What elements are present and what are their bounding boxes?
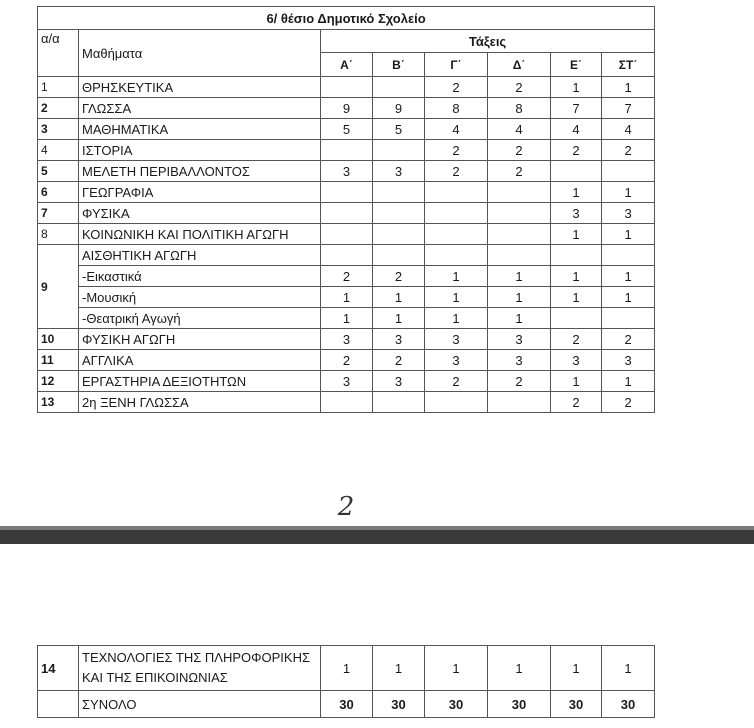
- row-subject: ΘΡΗΣΚΕΥΤΙΚΑ: [79, 77, 321, 98]
- table-row: [38, 161, 655, 182]
- hours-cell: [373, 224, 425, 245]
- hours-cell: 1: [551, 371, 602, 392]
- row-subject: ΕΡΓΑΣΤΗΡΙΑ ΔΕΞΙΟΤΗΤΩΝ: [79, 371, 321, 392]
- table-row: [38, 77, 655, 98]
- curriculum-table: [37, 6, 655, 413]
- hours-cell: 2: [602, 140, 655, 161]
- hours-cell: 8: [425, 98, 488, 119]
- hours-cell: 2: [551, 392, 602, 413]
- table-row: [38, 350, 655, 371]
- class-header: Γ΄: [425, 53, 488, 77]
- hours-cell: 1: [602, 266, 655, 287]
- row-subject: ΑΙΣΘΗΤΙΚΗ ΑΓΩΓΗ: [79, 245, 321, 266]
- hours-cell: 3: [373, 161, 425, 182]
- hours-cell: 3: [488, 329, 551, 350]
- row-subject: -Εικαστικά: [79, 266, 321, 287]
- hours-cell: 1: [551, 224, 602, 245]
- hours-cell: [602, 161, 655, 182]
- hours-cell: 4: [488, 119, 551, 140]
- table-row: [38, 182, 655, 203]
- row-number: 10: [38, 329, 79, 350]
- total-cell: 30: [373, 691, 425, 718]
- class-header: Α΄: [321, 53, 373, 77]
- hours-cell: [488, 182, 551, 203]
- classes-header: Τάξεις: [321, 30, 655, 53]
- hours-cell: [373, 245, 425, 266]
- hours-cell: [321, 224, 373, 245]
- table-row: [38, 119, 655, 140]
- hours-cell: [373, 182, 425, 203]
- row-number: 4: [38, 140, 79, 161]
- total-cell: 30: [602, 691, 655, 718]
- hours-cell: 1: [602, 224, 655, 245]
- hours-cell: [551, 245, 602, 266]
- hours-cell: 1: [425, 287, 488, 308]
- row-number: 13: [38, 392, 79, 413]
- hours-cell: 2: [551, 140, 602, 161]
- hours-cell: [602, 308, 655, 329]
- hours-cell: 8: [488, 98, 551, 119]
- hours-cell: [551, 308, 602, 329]
- table-row: [38, 266, 655, 287]
- hours-cell: 1: [551, 646, 602, 691]
- hours-cell: 2: [488, 140, 551, 161]
- hours-cell: 3: [488, 350, 551, 371]
- row-number: 11: [38, 350, 79, 371]
- curriculum-table-continued: [37, 645, 655, 718]
- hours-cell: [488, 245, 551, 266]
- hours-cell: [321, 77, 373, 98]
- table-row: [38, 329, 655, 350]
- total-label: ΣΥΝΟΛΟ: [79, 691, 321, 718]
- hours-cell: [425, 245, 488, 266]
- hours-cell: 4: [602, 119, 655, 140]
- row-subject: ΦΥΣΙΚΗ ΑΓΩΓΗ: [79, 329, 321, 350]
- hours-cell: [373, 392, 425, 413]
- row-subject: ΜΑΘΗΜΑΤΙΚΑ: [79, 119, 321, 140]
- hours-cell: 1: [425, 308, 488, 329]
- hours-cell: 2: [602, 329, 655, 350]
- hours-cell: 3: [425, 329, 488, 350]
- hours-cell: [321, 140, 373, 161]
- hours-cell: 2: [425, 161, 488, 182]
- hours-cell: 1: [602, 371, 655, 392]
- row-subject: ΚΟΙΝΩΝΙΚΗ ΚΑΙ ΠΟΛΙΤΙΚΗ ΑΓΩΓΗ: [79, 224, 321, 245]
- hours-cell: 1: [488, 287, 551, 308]
- hours-cell: 3: [551, 350, 602, 371]
- hours-cell: 1: [321, 287, 373, 308]
- hours-cell: [321, 392, 373, 413]
- class-header: Ε΄: [551, 53, 602, 77]
- total-cell: 30: [321, 691, 373, 718]
- table-row: [38, 371, 655, 392]
- hours-cell: 5: [373, 119, 425, 140]
- hours-cell: 3: [373, 371, 425, 392]
- hours-cell: 1: [551, 266, 602, 287]
- hours-cell: 2: [425, 140, 488, 161]
- hours-cell: 1: [602, 287, 655, 308]
- hours-cell: 1: [425, 266, 488, 287]
- table-row: [38, 245, 655, 266]
- table-row: [38, 140, 655, 161]
- hours-cell: 9: [321, 98, 373, 119]
- total-row: [38, 691, 655, 718]
- hours-cell: 4: [551, 119, 602, 140]
- hours-cell: 3: [373, 329, 425, 350]
- hours-cell: [425, 182, 488, 203]
- subject-header: Μαθήματα: [79, 30, 321, 77]
- class-header: ΣΤ΄: [602, 53, 655, 77]
- page-number: 2: [337, 492, 355, 522]
- hours-cell: [373, 77, 425, 98]
- total-cell: 30: [488, 691, 551, 718]
- hours-cell: [425, 203, 488, 224]
- row-subject: ΓΕΩΓΡΑΦΙΑ: [79, 182, 321, 203]
- hours-cell: 7: [602, 98, 655, 119]
- hours-cell: [488, 224, 551, 245]
- hours-cell: [488, 203, 551, 224]
- row-subject: ΜΕΛΕΤΗ ΠΕΡΙΒΑΛΛΟΝΤΟΣ: [79, 161, 321, 182]
- row-number: 2: [38, 98, 79, 119]
- hours-cell: 2: [488, 77, 551, 98]
- hours-cell: [321, 203, 373, 224]
- total-cell: 30: [425, 691, 488, 718]
- hours-cell: 1: [373, 646, 425, 691]
- page-divider: [0, 530, 754, 544]
- hours-cell: [602, 245, 655, 266]
- hours-cell: 3: [321, 161, 373, 182]
- row-number: 7: [38, 203, 79, 224]
- hours-cell: [551, 161, 602, 182]
- row-subject: -Μουσική: [79, 287, 321, 308]
- hours-cell: 3: [551, 203, 602, 224]
- row-number: 8: [38, 224, 79, 245]
- row-subject: ΦΥΣΙΚΑ: [79, 203, 321, 224]
- hours-cell: 2: [488, 161, 551, 182]
- table-row: [38, 646, 655, 691]
- row-number: 14: [38, 646, 79, 691]
- index-header: α/α: [38, 30, 79, 77]
- table-row: [38, 224, 655, 245]
- hours-cell: 1: [488, 308, 551, 329]
- row-number: 12: [38, 371, 79, 392]
- class-header: Δ΄: [488, 53, 551, 77]
- hours-cell: 1: [373, 308, 425, 329]
- hours-cell: [488, 392, 551, 413]
- hours-cell: 1: [551, 287, 602, 308]
- hours-cell: 2: [602, 392, 655, 413]
- hours-cell: 3: [602, 350, 655, 371]
- hours-cell: 3: [321, 329, 373, 350]
- hours-cell: 1: [551, 77, 602, 98]
- hours-cell: 1: [321, 646, 373, 691]
- hours-cell: 2: [321, 350, 373, 371]
- hours-cell: 1: [488, 646, 551, 691]
- table-row: [38, 392, 655, 413]
- table-row: [38, 203, 655, 224]
- hours-cell: 2: [425, 371, 488, 392]
- table-row: [38, 287, 655, 308]
- row-number: 9: [38, 245, 79, 329]
- hours-cell: 1: [321, 308, 373, 329]
- hours-cell: 2: [425, 77, 488, 98]
- row-subject: -Θεατρική Αγωγή: [79, 308, 321, 329]
- row-number: 1: [38, 77, 79, 98]
- row-subject: ΙΣΤΟΡΙΑ: [79, 140, 321, 161]
- hours-cell: 1: [602, 182, 655, 203]
- hours-cell: [373, 140, 425, 161]
- hours-cell: 1: [373, 287, 425, 308]
- hours-cell: [321, 245, 373, 266]
- row-subject: ΓΛΩΣΣΑ: [79, 98, 321, 119]
- hours-cell: [373, 203, 425, 224]
- hours-cell: 2: [373, 266, 425, 287]
- table-row: [38, 308, 655, 329]
- hours-cell: 3: [602, 203, 655, 224]
- row-subject: [79, 646, 321, 691]
- row-subject: ΑΓΓΛΙΚΑ: [79, 350, 321, 371]
- hours-cell: 1: [602, 646, 655, 691]
- row-number: 3: [38, 119, 79, 140]
- hours-cell: 3: [425, 350, 488, 371]
- hours-cell: [425, 224, 488, 245]
- table-row: [38, 98, 655, 119]
- hours-cell: 1: [488, 266, 551, 287]
- hours-cell: 5: [321, 119, 373, 140]
- table-title: 6/ θέσιο Δημοτικό Σχολείο: [38, 7, 655, 30]
- hours-cell: [321, 182, 373, 203]
- hours-cell: 2: [551, 329, 602, 350]
- hours-cell: 1: [602, 77, 655, 98]
- class-header: Β΄: [373, 53, 425, 77]
- total-cell: 30: [551, 691, 602, 718]
- row-subject-line: ΚΑΙ ΤΗΣ ΕΠΙΚΟΙΝΩΝΙΑΣ: [82, 670, 228, 685]
- hours-cell: [425, 392, 488, 413]
- hours-cell: 2: [488, 371, 551, 392]
- hours-cell: 2: [373, 350, 425, 371]
- row-number: [38, 691, 79, 718]
- hours-cell: 9: [373, 98, 425, 119]
- row-subject-line: ΤΕΧΝΟΛΟΓΙΕΣ ΤΗΣ ΠΛΗΡΟΦΟΡΙΚΗΣ: [82, 650, 311, 665]
- hours-cell: 4: [425, 119, 488, 140]
- hours-cell: 1: [551, 182, 602, 203]
- hours-cell: 7: [551, 98, 602, 119]
- row-subject: 2η ΞΕΝΗ ΓΛΩΣΣΑ: [79, 392, 321, 413]
- hours-cell: 3: [321, 371, 373, 392]
- hours-cell: 2: [321, 266, 373, 287]
- row-number: 6: [38, 182, 79, 203]
- row-number: 5: [38, 161, 79, 182]
- hours-cell: 1: [425, 646, 488, 691]
